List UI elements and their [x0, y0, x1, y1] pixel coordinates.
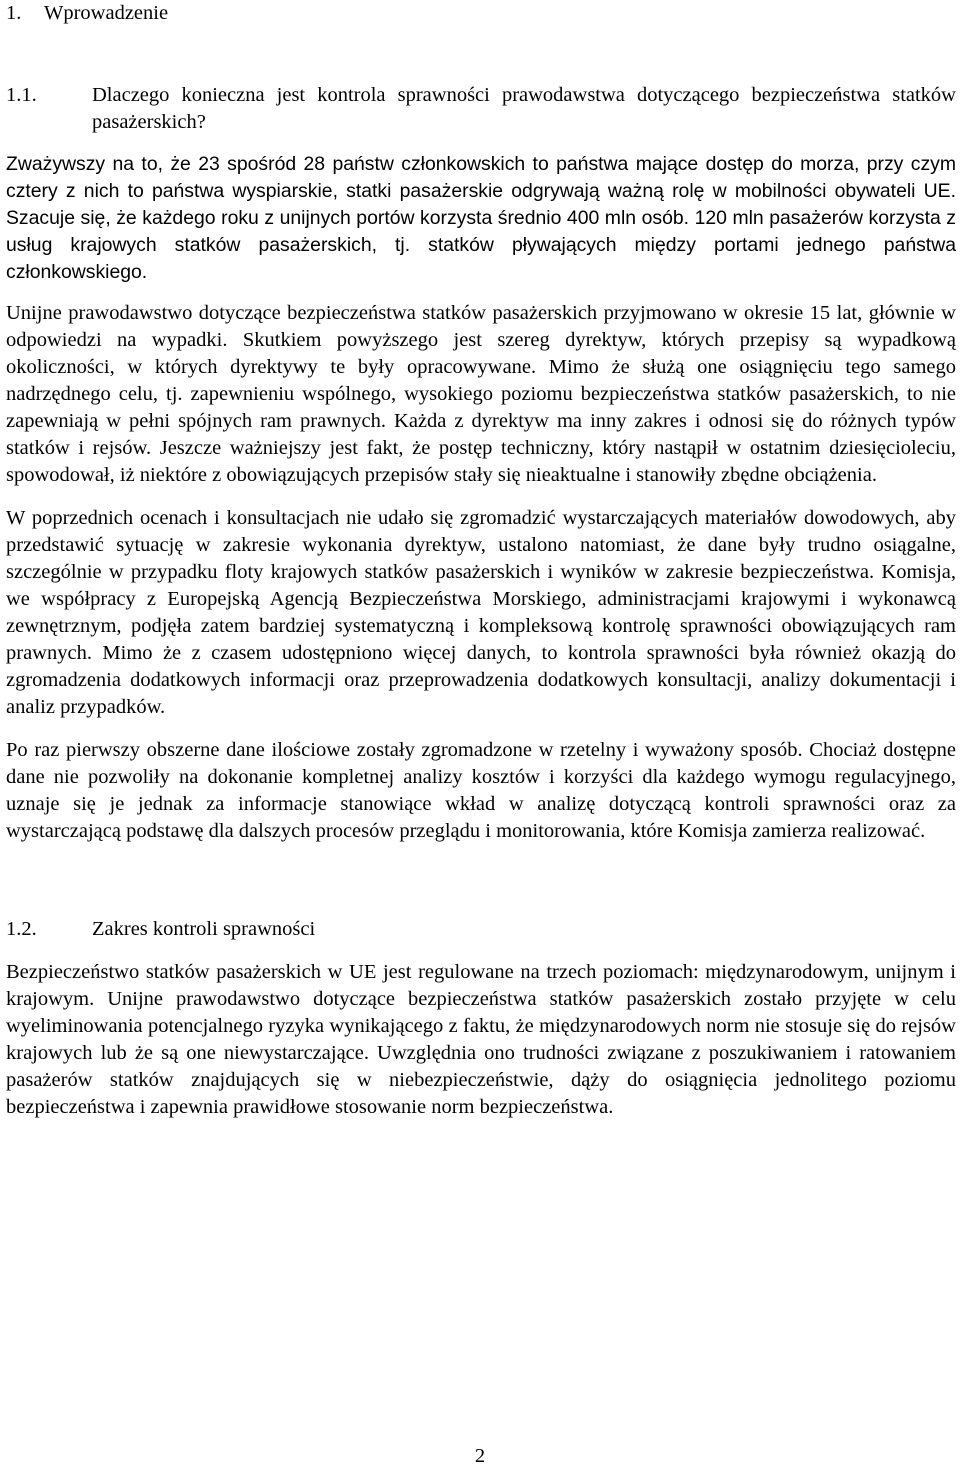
section-heading-1-1	[6, 82, 956, 136]
section-title: Wprowadzenie	[44, 2, 169, 24]
paragraph: Zważywszy na to, że 23 spośród 28 państw członkowskich to państwa mające dostęp do morza, przy czym cztery z nich to państwa wyspiarskie, statki pasażerskie odgrywają ważną rolę w mobilności obywateli UE. Szacuje się, że każdego roku z unijnych portów korzysta średnio 400 mln osób. 120 mln pasażerów korzysta z usług krajowych statków pasażerskich, tj. statków pływających między portami jednego państwa członkowskiego.	[6, 153, 956, 283]
document-page	[6, 0, 956, 1121]
paragraph: Po raz pierwszy obszerne dane ilościowe zostały zgromadzone w rzetelny i wyważony sposób. Chociaż dostępne dane nie pozwoliły na dokonanie kompletnej analizy kosztów i korzyści dla każdego wymogu regulacyjnego, uznaje się je jednak za informacje stanowiące wkład w analizę dotyczącą kontroli sprawności oraz za wystarczającą podstawę dla dalszych procesów przeglądu i monitorowania, które Komisja zamierza realizować.	[6, 739, 956, 842]
paragraph: W poprzednich ocenach i konsultacjach nie udało się zgromadzić wystarczających materiałów dowodowych, aby przedstawić sytuację w zakresie wykonania dyrektyw, ustalono natomiast, że dane były trudno osiągalne, szczególnie w przypadku floty krajowych statków pasażerskich i wyników w zakresie bezpieczeństwa. Komisja, we współpracy z Europejską Agencją Bezpieczeństwa Morskiego, administracjami krajowymi i wykonawcą zewnętrznym, podjęła zatem bardziej systematyczną i kompleksową kontrolę sprawności obowiązujących ram prawnych. Mimo że z czasem udostępniono więcej danych, to kontrola sprawności była również okazją do zgromadzenia dodatkowych informacji oraz przeprowadzenia dodatkowych konsultacji, analizy dokumentacji i analiz przypadków.	[6, 507, 956, 718]
section-title: Zakres kontroli sprawności	[92, 918, 316, 940]
page-number: 2	[474, 1445, 486, 1467]
section-title: Dlaczego konieczna jest kontrola sprawności prawodawstwa dotyczącego bezpieczeństwa statków pasażerskich?	[92, 84, 956, 133]
section-number: 1.2.	[6, 918, 37, 940]
section-number: 1.	[6, 2, 22, 24]
section-heading-1-2	[6, 916, 956, 943]
paragraph: Unijne prawodawstwo dotyczące bezpieczeństwa statków pasażerskich przyjmowano w okresie 15 lat, głównie w odpowiedzi na wypadki. Skutkiem powyższego jest szereg dyrektyw, których przepisy są wypadkową okoliczności, w których dyrektywy te były opracowywane. Mimo że służą one osiągnięciu tego samego nadrzędnego celu, tj. zapewnieniu wspólnego, wysokiego poziomu bezpieczeństwa statków pasażerskich, to nie zapewniają w pełni spójnych ram prawnych. Każda z dyrektyw ma inny zakres i odnosi się do różnych typów statków i rejsów. Jeszcze ważniejszy jest fakt, że postęp techniczny, który nastąpił w ostatnim dziesięcioleciu, spowodował, iż niektóre z obowiązujących przepisów stały się nieaktualne i stanowiły zbędne obciążenia.	[6, 302, 956, 486]
section-number: 1.1.	[6, 84, 37, 106]
section-heading-1	[6, 0, 956, 27]
paragraph: Bezpieczeństwo statków pasażerskich w UE jest regulowane na trzech poziomach: międzynarodowym, unijnym i krajowym. Unijne prawodawstwo dotyczące bezpieczeństwa statków pasażerskich zostało przyjęte w celu wyeliminowania potencjalnego ryzyka wynikającego z faktu, że międzynarodowych norm nie stosuje się do rejsów krajowych lub że są one niewystarczające. Uwzględnia ono trudności związane z poszukiwaniem i ratowaniem pasażerów statków znajdujących się w niebezpieczeństwie, dąży do osiągnięcia jednolitego poziomu bezpieczeństwa i zapewnia prawidłowe stosowanie norm bezpieczeństwa.	[6, 961, 956, 1118]
